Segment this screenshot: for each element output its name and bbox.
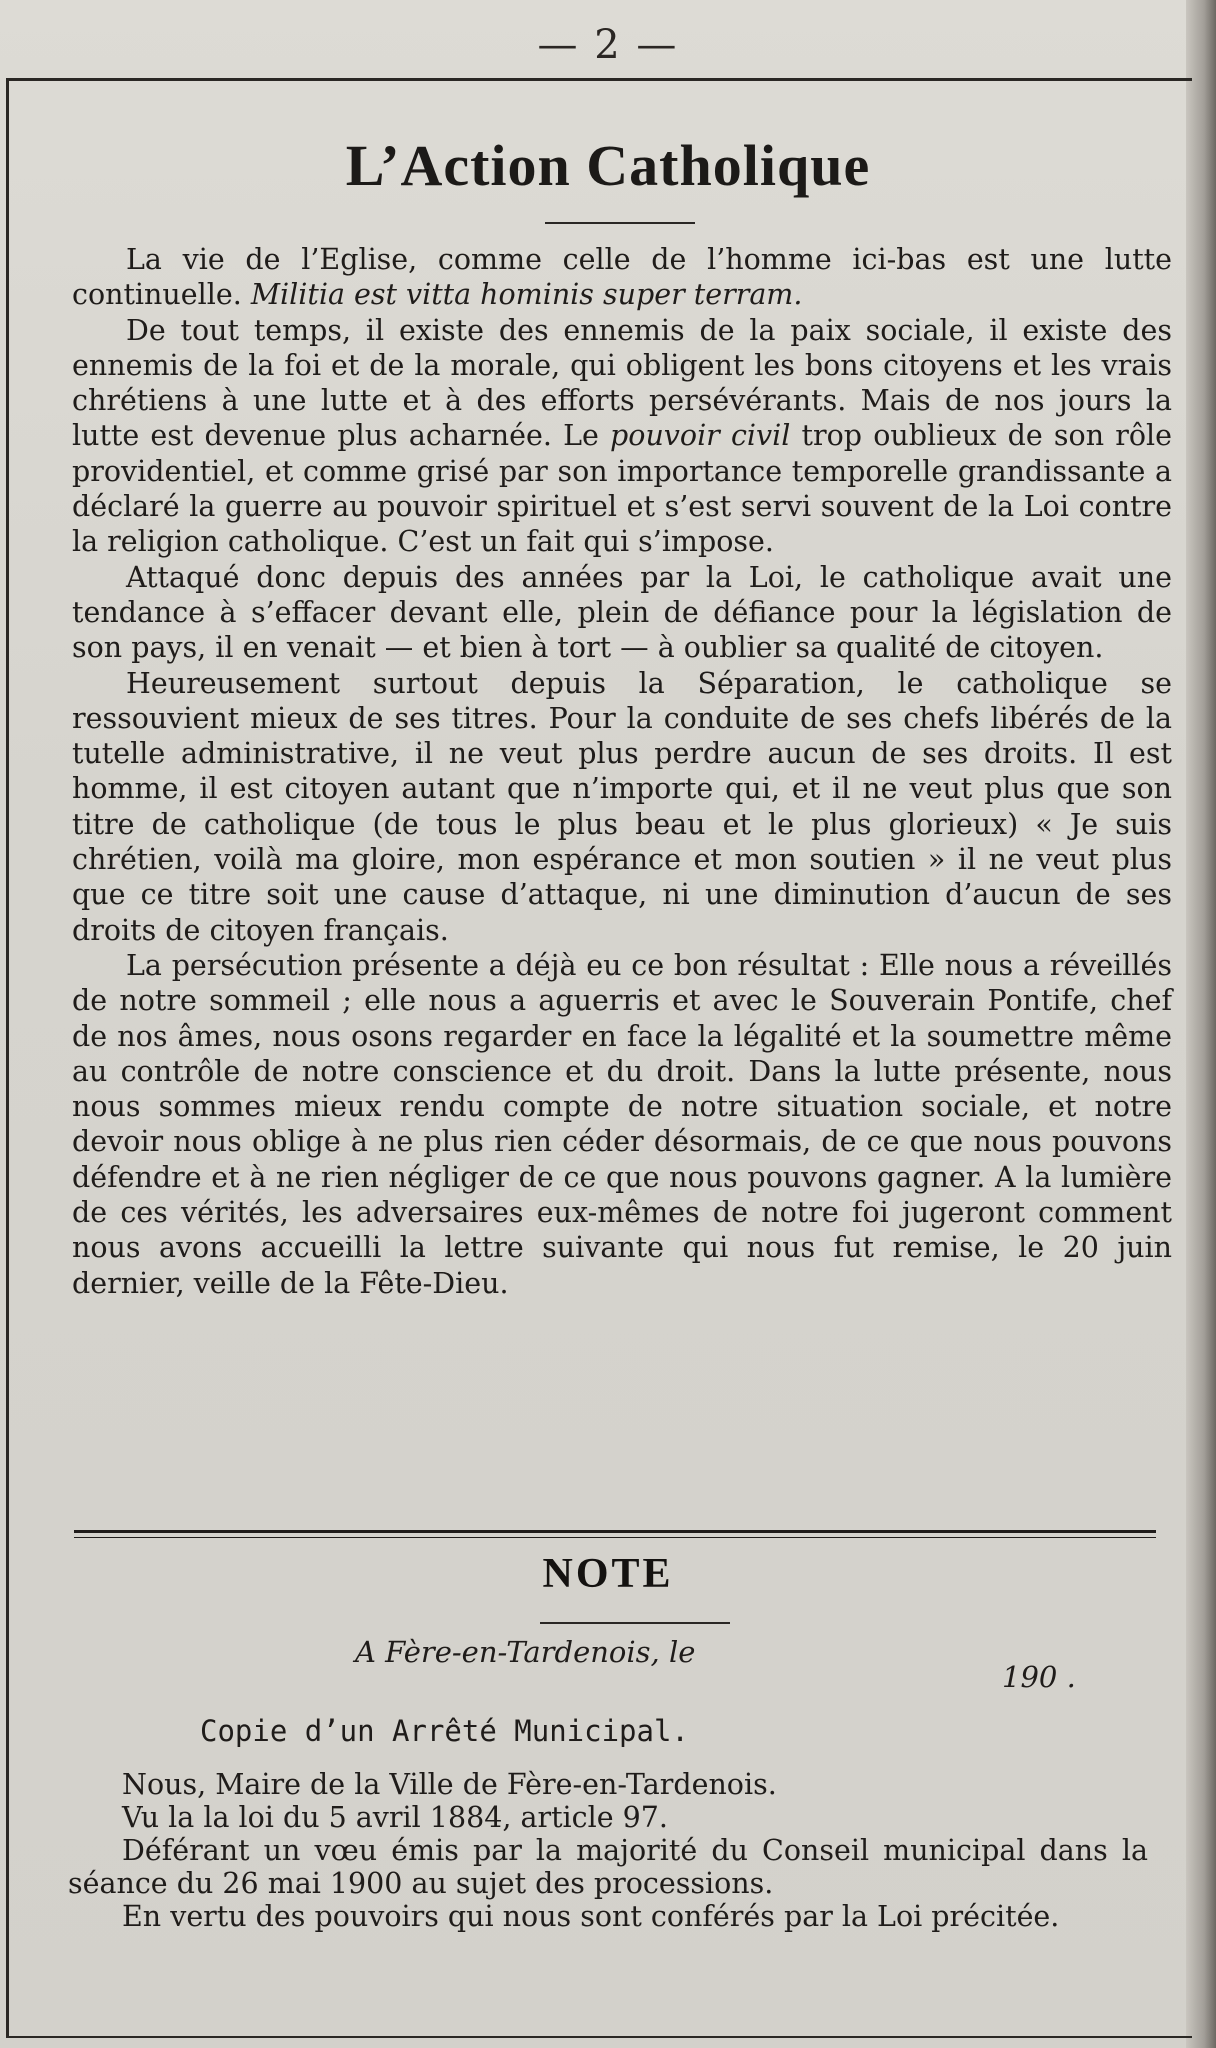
decree-title: Copie d’un Arrêté Municipal. [200,1714,689,1748]
section-separator [74,1530,1156,1533]
paragraph-3-text: Attaqué donc depuis des années par la Loi, le catholique avait une tendance à s’effacer devant elle, plein de défiance pour la législation de son pays, il en venait — et bien à tort — à oublier sa qualité de citoyen. [72,560,1172,665]
paragraph-5-text: La persécution présente a déjà eu ce bon résultat : Elle nous a réveillés de notre sommeil ; elle nous a aguerris et avec le Souverain Pontife, chef de nos âmes, nous osons regarder en face la légalité et la soumettre même au contrôle de notre conscience et du droit. Dans la lutte présente, nous nous sommes mieux rendu compte de notre situation sociale, et notre devoir nous oblige à ne plus rien céder désormais, de ce que nous pouvons défendre et à ne rien négliger de ce que nous pouvons gagner. A la lumière de ces vérités, les adversaires eux-mêmes de notre foi jugeront comment nous avons accueilli la lettre suivante qui nous fut remise, le 20 juin dernier, veille de la Fête-Dieu. [72,948,1172,1300]
article-body [72,242,1172,1301]
paragraph-2-text: De tout temps, il existe des ennemis de la paix sociale, il existe des ennemis de la foi et de la morale, qui obligent les bons citoyens et les vrais chrétiens à une lutte et à des efforts persévérants. Mais de nos jours la lutte est devenue plus acharnée. Le [72,313,1172,453]
note-body [68,1768,1148,1933]
note-paragraph: En vertu des pouvoirs qui nous sont conférés par la Loi précitée. [122,1900,1060,1933]
note-year: 190 . [1002,1660,1076,1694]
paragraph-1-text: La vie de l’Eglise, comme celle de l’homme ici-bas est une lutte continuelle. [72,243,1172,312]
paragraph-4 [72,666,1172,948]
title-underline [545,222,695,224]
article-title: L’Action Catholique [345,133,871,198]
note-dateline: A Fère-en-Tardenois, le [355,1635,696,1669]
paragraph-2-italic-term: pouvoir civil [610,419,791,453]
paragraph-1 [72,242,1172,313]
paragraph-5 [72,948,1172,1301]
page-number: — 2 — [537,22,679,68]
note-underline [540,1622,730,1624]
note-heading: NOTE [542,1551,674,1597]
note-paragraph: Déférant un vœu émis par la majorité du Conseil municipal dans la séance du 26 mai 1900 au sujet des processions. [68,1834,1148,1900]
note-paragraph: Vu la la loi du 5 avril 1884, article 97. [122,1801,668,1834]
paragraph-1-latin-quote: Militia est vitta hominis super terram. [250,278,803,312]
section-separator-thin [74,1537,1156,1538]
paragraph-2-tail: trop oublieux de son rôle providentiel, et comme grisé par son importance temporelle grandissante a déclaré la guerre au pouvoir spirituel et s’est servi souvent de la Loi contre la religion catholique. C’est un fait qui s’impose. [72,419,1172,559]
paragraph-3 [72,560,1172,666]
note-paragraph: Nous, Maire de la Ville de Fère-en-Tardenois. [122,1768,777,1801]
paragraph-2 [72,313,1172,560]
paragraph-4-text: Heureusement surtout depuis la Séparation, le catholique se ressouvient mieux de ses titres. Pour la conduite de ses chefs libérés de la tutelle administrative, il ne veut plus perdre aucun de ses droits. Il est homme, il est citoyen autant que n’importe qui, et il ne veut plus que son titre de catholique (de tous le plus beau et le plus glorieux) « Je suis chrétien, voilà ma gloire, mon espérance et mon soutien » il ne veut plus que ce titre soit une cause d’attaque, ni une diminution d’aucun de ses droits de citoyen français. [72,666,1172,947]
